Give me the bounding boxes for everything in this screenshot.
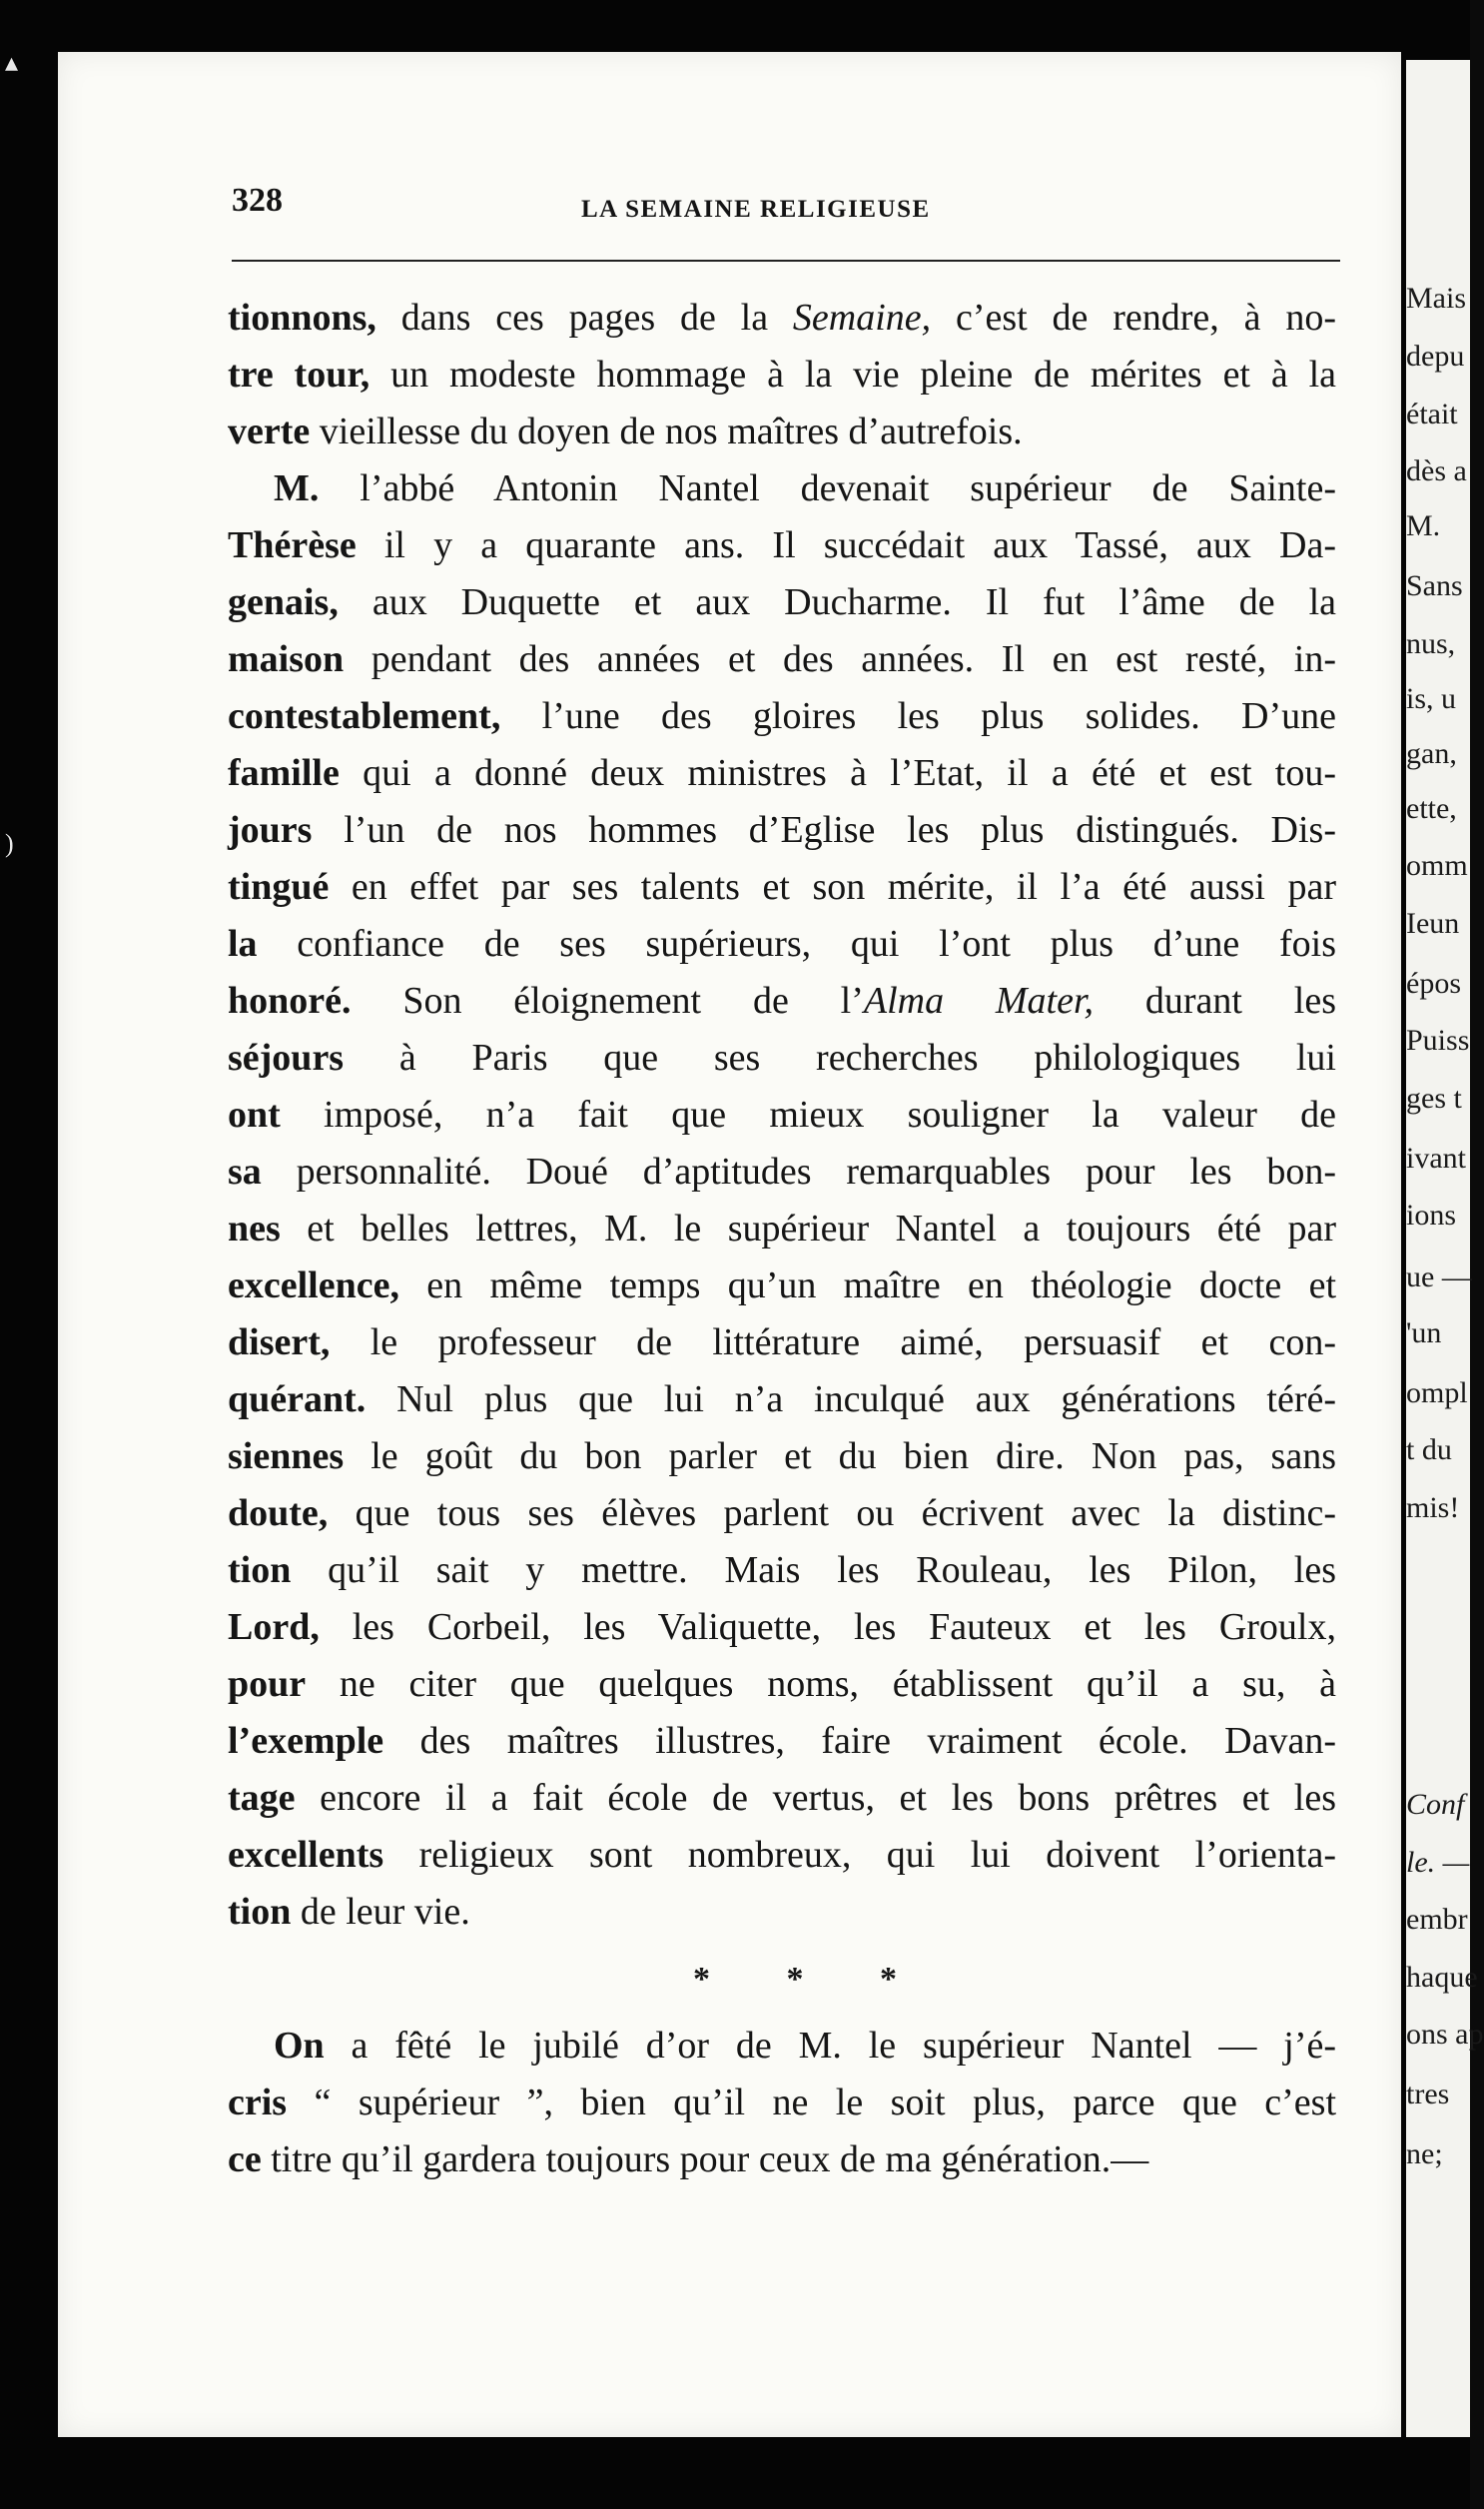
adjacent-page-fragment: épos (1406, 967, 1461, 1000)
text-line (228, 631, 1336, 688)
text-run: encore il a fait école de vertus, et les bons prêtres et les (295, 1777, 1336, 1819)
text-run: imposé, n’a fait que mieux souligner la valeur de (280, 1094, 1336, 1136)
text-line (228, 1201, 1336, 1257)
text-line (228, 347, 1336, 404)
adjacent-page-fragment: Sans (1406, 569, 1463, 602)
text-line (228, 916, 1336, 973)
header-rule (232, 260, 1340, 262)
paragraph-3 (228, 2018, 1336, 2188)
bold-word: nes (228, 1208, 281, 1250)
bold-word: ont (228, 1094, 281, 1136)
adjacent-page-fragment: M. (1406, 509, 1441, 542)
text-line (228, 1144, 1336, 1201)
text-run: que tous ses élèves parlent ou écrivent avec la distinc- (328, 1492, 1336, 1534)
bold-word: verte (228, 411, 311, 452)
paragraph-2 (228, 460, 1336, 1941)
text-line (228, 1713, 1336, 1770)
adjacent-page-fragment: ette, (1406, 792, 1457, 825)
bold-word: Thérèse (228, 524, 357, 566)
text-run: qui a donné deux ministres à l’Etat, il a été et est tou- (339, 752, 1336, 794)
paragraph-1 (228, 290, 1336, 460)
running-title: LA SEMAINE RELIGIEUSE (581, 196, 931, 223)
bold-word: Lord, (228, 1606, 320, 1648)
bold-word: M. (274, 467, 320, 509)
text-line (228, 688, 1336, 745)
italic-title: Alma Mater, (863, 980, 1095, 1022)
adjacent-page-fragment: Puiss (1406, 1024, 1470, 1057)
text-run: l’un de nos hommes d’Eglise les plus distingués. Dis- (312, 809, 1336, 851)
text-run: l’une des gloires les plus solides. D’une (500, 695, 1336, 737)
text-run: les Corbeil, les Valiquette, les Fauteux et les Groulx, (319, 1606, 1336, 1648)
text-line (228, 745, 1336, 802)
adjacent-page-strip (1406, 60, 1484, 2437)
text-run: titre qu’il gardera toujours pour ceux de ma génération.— (261, 2138, 1149, 2180)
text-run: “ supérieur ”, bien qu’il ne le soit plus, parce que c’est (287, 2082, 1336, 2123)
adjacent-page-fragment: Mais (1406, 282, 1466, 315)
adjacent-page-fragment: Conf (1406, 1788, 1465, 1821)
adjacent-page-fragment: embr (1406, 1903, 1468, 1936)
text-run: c’est de rendre, à no- (931, 297, 1336, 339)
adjacent-page-fragment: Ieun (1406, 907, 1460, 940)
bold-word: excellence, (228, 1264, 399, 1306)
adjacent-page-fragment: dès a (1406, 454, 1467, 487)
adjacent-page-fragment: tres (1406, 2078, 1450, 2110)
text-line (228, 1884, 1336, 1941)
adjacent-page-fragment: ions (1406, 1199, 1457, 1232)
text-line (228, 2131, 1336, 2188)
text-line (228, 1087, 1336, 1144)
text-line (228, 802, 1336, 859)
bold-word: doute, (228, 1492, 329, 1534)
text-line (228, 460, 1336, 517)
text-line (228, 1542, 1336, 1599)
bold-word: siennes (228, 1435, 345, 1477)
text-run: confiance de ses supérieurs, qui l’ont plus d’une fois (257, 923, 1336, 965)
text-line (228, 404, 1336, 460)
text-run: Son éloignement de l’ (351, 980, 864, 1022)
adjacent-page-fragment: nus, (1406, 627, 1456, 660)
bold-word: honoré. (228, 980, 352, 1022)
scan-speck: ) (5, 829, 14, 858)
bold-word: tingué (228, 866, 330, 908)
adjacent-page-fragment: ompl (1406, 1376, 1468, 1409)
adjacent-page-fragment: le. — (1406, 1846, 1470, 1879)
text-run: un modeste hommage à la vie pleine de mérites et à la (370, 354, 1336, 396)
text-line (228, 1428, 1336, 1485)
text-run: dans ces pages de la (375, 297, 793, 339)
bold-word: On (274, 2025, 325, 2067)
text-line (228, 517, 1336, 574)
italic-title: Semaine, (792, 297, 932, 339)
bold-word: genais, (228, 581, 339, 623)
text-line (228, 574, 1336, 631)
text-line (228, 1656, 1336, 1713)
bold-word: maison (228, 638, 345, 680)
bold-word: jours (228, 809, 313, 851)
page-number: 328 (232, 182, 283, 219)
bold-word: tre tour, (228, 354, 371, 396)
text-run: religieux sont nombreux, qui lui doivent l’orienta- (383, 1834, 1336, 1876)
text-run: à Paris que ses recherches philologiques lui (344, 1037, 1336, 1079)
scan-speck: ▴ (5, 48, 19, 77)
bold-word: contestablement, (228, 695, 501, 737)
text-line (228, 1827, 1336, 1884)
adjacent-page-fragment: omm (1406, 849, 1468, 882)
adjacent-page-fragment: ges t (1406, 1082, 1462, 1115)
bold-word: la (228, 923, 258, 965)
text-line (228, 859, 1336, 916)
adjacent-page-fragment: 'un (1406, 1316, 1442, 1349)
adjacent-page-fragment: ons ap (1406, 2018, 1484, 2051)
text-run: a fêté le jubilé d’or de M. le supérieur Nantel — j’é- (324, 2025, 1336, 2067)
text-run: le goût du bon parler et du bien dire. Non pas, sans (344, 1435, 1336, 1477)
text-line (228, 973, 1336, 1030)
adjacent-page-fragment: t du (1406, 1433, 1452, 1466)
section-separator: * * * (693, 1961, 931, 1998)
adjacent-page-fragment: ue — (1406, 1260, 1472, 1293)
text-line (228, 1599, 1336, 1656)
bold-word: disert, (228, 1321, 331, 1363)
text-run: et belles lettres, M. le supérieur Nantel a toujours été par (280, 1208, 1336, 1250)
text-run: Nul plus que lui n’a inculqué aux générations téré- (366, 1378, 1336, 1420)
bold-word: sa (228, 1151, 262, 1193)
text-line (228, 2018, 1336, 2075)
text-run: en effet par ses talents et son mérite, il l’a été aussi par (329, 866, 1336, 908)
bold-word: pour (228, 1663, 307, 1705)
page-header (232, 182, 1340, 232)
bold-word: famille (228, 752, 340, 794)
bold-word: cris (228, 2082, 288, 2123)
body-text (228, 290, 1336, 2188)
bold-word: tion (228, 1549, 292, 1591)
bold-word: tionnons, (228, 297, 376, 339)
bold-word: l’exemple (228, 1720, 384, 1762)
text-run: de leur vie. (291, 1891, 470, 1933)
adjacent-page-fragment: était (1406, 398, 1458, 430)
text-line (228, 1770, 1336, 1827)
text-line (228, 1030, 1336, 1087)
text-run: l’abbé Antonin Nantel devenait supérieur de Sainte- (319, 467, 1336, 509)
adjacent-page-fragment: haque (1406, 1961, 1478, 1994)
text-line (228, 290, 1336, 347)
text-line (228, 1314, 1336, 1371)
adjacent-page-fragment: is, u (1406, 682, 1457, 715)
adjacent-page-fragment: gan, (1406, 737, 1457, 770)
text-run: il y a quarante ans. Il succédait aux Tassé, aux Da- (356, 524, 1336, 566)
text-run: des maîtres illustres, faire vraiment école. Davan- (383, 1720, 1336, 1762)
bold-word: séjours (228, 1037, 345, 1079)
text-line (228, 1485, 1336, 1542)
text-run: en même temps qu’un maître en théologie docte et (398, 1264, 1336, 1306)
text-run: pendant des années et des années. Il en est resté, in- (344, 638, 1336, 680)
text-run: ne citer que quelques noms, établissent qu’il a su, à (306, 1663, 1336, 1705)
text-run: durant les (1094, 980, 1337, 1022)
adjacent-page-fragment: depu (1406, 340, 1465, 373)
text-run: vieillesse du doyen de nos maîtres d’autrefois. (310, 411, 1023, 452)
bold-word: tion (228, 1891, 292, 1933)
bold-word: quérant. (228, 1378, 367, 1420)
bold-word: tage (228, 1777, 296, 1819)
adjacent-page-fragment: ivant (1406, 1142, 1466, 1175)
text-run: qu’il sait y mettre. Mais les Rouleau, les Pilon, les (291, 1549, 1336, 1591)
text-run: personnalité. Doué d’aptitudes remarquables pour les bon- (261, 1151, 1336, 1193)
text-run: aux Duquette et aux Ducharme. Il fut l’âme de la (338, 581, 1336, 623)
text-line (228, 2075, 1336, 2131)
text-line (228, 1371, 1336, 1428)
adjacent-page-fragment: mis! (1406, 1491, 1460, 1524)
text-run: le professeur de littérature aimé, persuasif et con- (330, 1321, 1336, 1363)
text-line (228, 1257, 1336, 1314)
bold-word: excellents (228, 1834, 384, 1876)
bold-word: ce (228, 2138, 262, 2180)
adjacent-page-fragment: ne; (1406, 2137, 1443, 2170)
